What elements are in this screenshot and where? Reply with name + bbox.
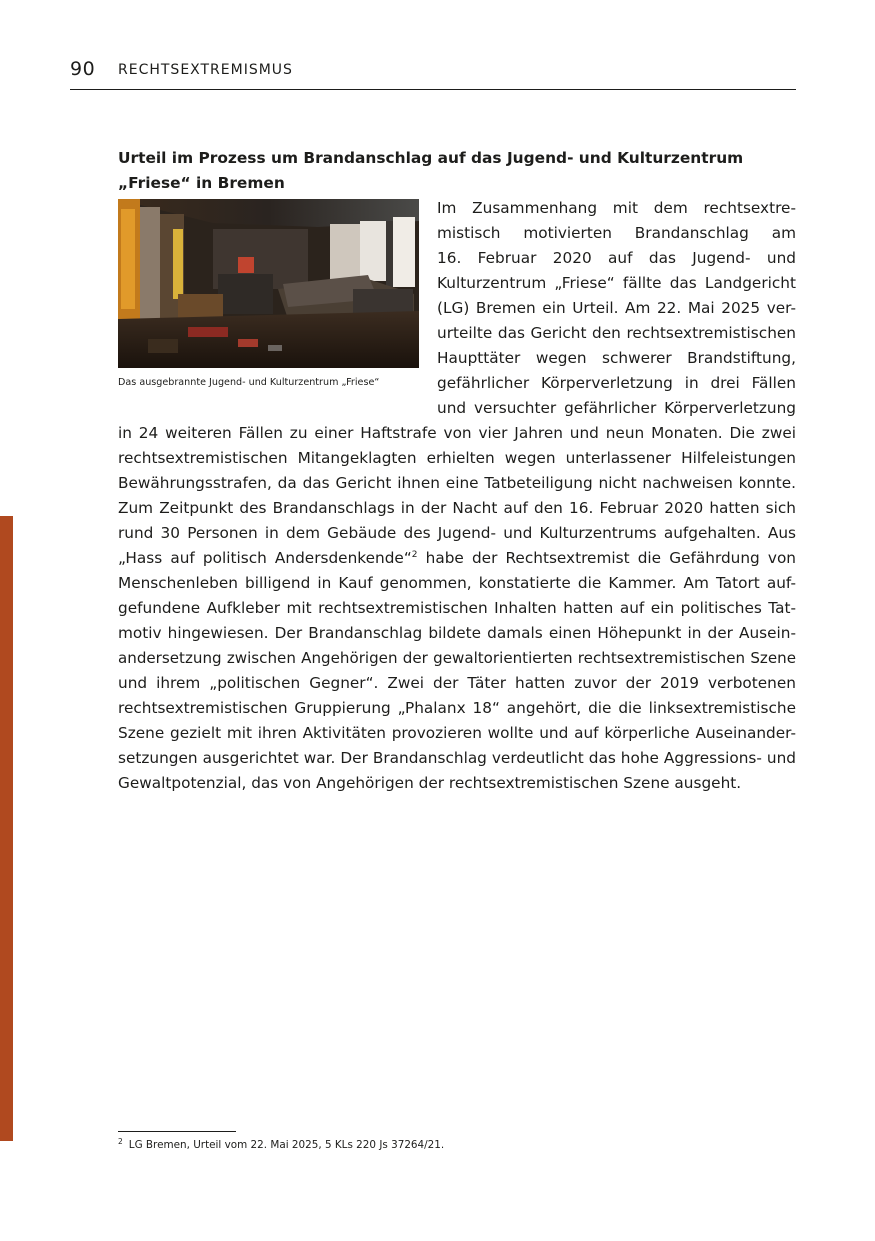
text-line: Kulturzentrum „Friese“ fällte das Landgericht (437, 274, 796, 292)
heading-line-1: Urteil im Prozess um Brandanschlag auf das Jugend- und Kulturzentrum (118, 149, 744, 167)
text-line: gefährlicher Körperverletzung in drei Fällen (437, 374, 796, 392)
text-line: rechtsextremistischen Gruppierung „Phalanx 18“ angehört, die die linksextremistische (118, 699, 796, 717)
quote-continuation: habe der Rechtsextremist die Gefährdung von (417, 549, 797, 567)
text-line: Im Zusammenhang mit dem rechtsextre- (437, 199, 796, 217)
text-line: und versuchter gefährlicher Körperverletzung (437, 399, 796, 417)
main-paragraph (118, 421, 796, 796)
footnote-text: LG Bremen, Urteil vom 22. Mai 2025, 5 KLs 220 Js 37264/21. (128, 1139, 445, 1151)
text-line: rund 30 Personen in dem Gebäude des Jugend- und Kulturzentrums aufgehalten. Aus (118, 524, 796, 542)
running-header (70, 56, 796, 90)
text-line: rechtsextremistischen Mitangeklagten erhielten wegen unterlassener Hilfeleistungen (118, 449, 796, 467)
text-line: Haupttäter wegen schwerer Brandstiftung, (437, 349, 796, 367)
page-number: 90 (70, 58, 96, 80)
quote-text: „Hass auf politisch Andersdenkende“ (118, 549, 412, 567)
article-heading (118, 146, 798, 196)
text-line: mistisch motivierten Brandanschlag am (437, 224, 796, 242)
text-line: 16. Februar 2020 auf das Jugend- und (437, 249, 796, 267)
footnote-reference[interactable]: 2 (411, 549, 418, 560)
text-line: Menschenleben billigend in Kauf genommen, konstatierte die Kammer. Am Tatort auf- (118, 574, 796, 592)
footnote-divider (118, 1131, 236, 1132)
text-line: (LG) Bremen ein Urteil. Am 22. Mai 2025 ver- (437, 299, 796, 317)
text-line: gefundene Aufkleber mit rechtsextremistischen Inhalten hatten auf ein politisches Tat- (118, 599, 796, 617)
section-title: RECHTSEXTREMISMUS (118, 62, 293, 78)
heading-line-2: „Friese“ in Bremen (118, 174, 285, 192)
text-line: andersetzung zwischen Angehörigen der gewaltorientierten rechtsextremistischen Szene (118, 649, 796, 667)
text-line: setzungen ausgerichtet war. Der Brandanschlag verdeutlicht das hohe Aggressions- und (118, 749, 796, 767)
text-line: in 24 weiteren Fällen zu einer Haftstrafe von vier Jahren und neun Monaten. Die zwei (118, 424, 796, 442)
text-line: und ihrem „politischen Gegner“. Zwei der Täter hatten zuvor der 2019 verbotenen (118, 674, 796, 692)
footnote (118, 1138, 444, 1152)
text-line-with-footnote (118, 546, 796, 571)
text-line: motiv hingewiesen. Der Brandanschlag bildete damals einen Höhepunkt in der Ausein- (118, 624, 796, 642)
footnote-mark: 2 (118, 1136, 123, 1146)
text-line: Szene gezielt mit ihren Aktivitäten provozieren wollte und auf körperliche Auseinander- (118, 724, 796, 742)
figure-caption: Das ausgebrannte Jugend- und Kulturzentrum „Friese“ (118, 377, 380, 388)
text-line: Bewährungsstrafen, da das Gericht ihnen eine Tatbeteiligung nicht nachweisen konnte. (118, 474, 796, 492)
wrapped-paragraph-beside-image (437, 196, 796, 421)
text-line: Gewaltpotenzial, das von Angehörigen der rechtsextremistischen Szene ausgeht. (118, 774, 742, 792)
figure (118, 199, 419, 389)
burned-room-photo (118, 199, 419, 368)
chapter-color-bar (0, 516, 13, 1141)
text-line: urteilte das Gericht den rechtsextremistischen (437, 324, 796, 342)
text-line: Zum Zeitpunkt des Brandanschlags in der Nacht auf den 16. Februar 2020 hatten sich (118, 499, 796, 517)
